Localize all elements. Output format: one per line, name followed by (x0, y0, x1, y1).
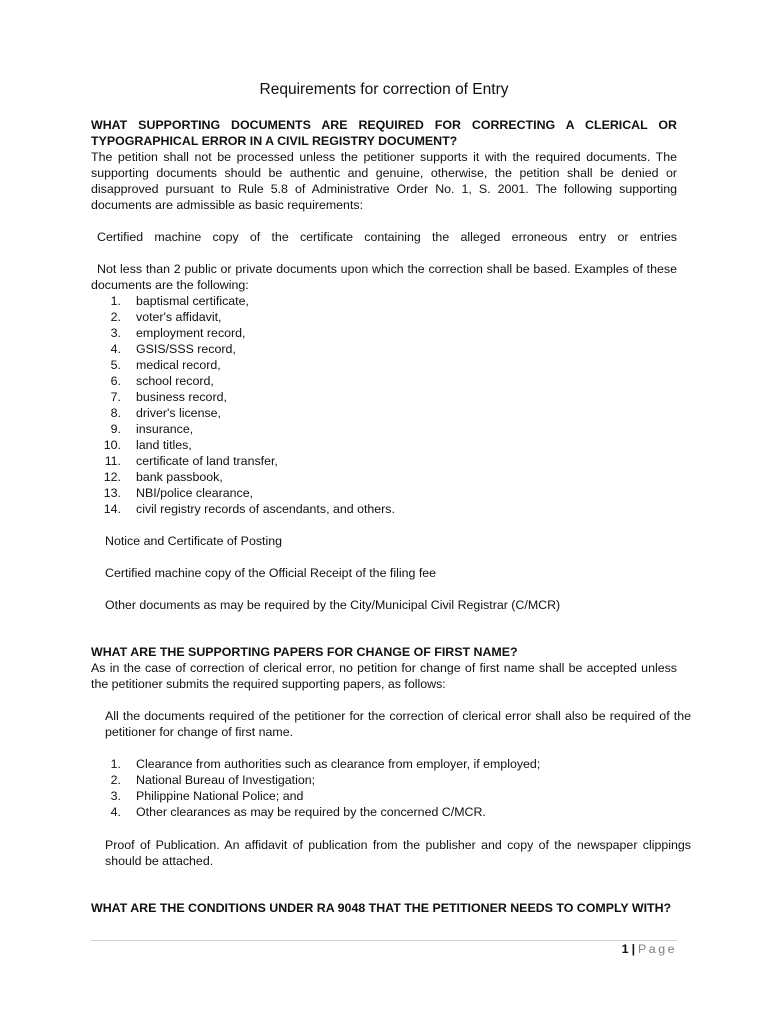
section1-requirement-receipt: Certified machine copy of the Official Receipt of the filing fee (105, 566, 437, 580)
example-document-item-text: land titles, (136, 438, 192, 452)
example-document-item-number: 7. (110, 390, 121, 404)
example-document-item-text: certificate of land transfer, (136, 454, 278, 468)
section3-heading-text: WHAT ARE THE CONDITIONS UNDER RA 9048 THAT THE PETITIONER NEEDS TO COMPLY WITH? (91, 901, 672, 915)
section1-requirement-certified-copy: Certified machine copy of the certificate containing the alleged erroneous entry or entries (97, 230, 677, 244)
document-title: Requirements for correction of Entry (259, 81, 509, 98)
section2-intro: As in the case of correction of clerical error, no petition for change of first name shall be accepted unless the petitioner submits the required supporting papers, as follows: (91, 661, 677, 691)
clearance-item-number: 1. (110, 757, 121, 771)
example-document-item (91, 485, 677, 501)
example-document-item (91, 325, 677, 341)
example-document-item-number: 9. (110, 422, 121, 436)
example-document-item (91, 357, 677, 373)
example-document-item-number: 12. (103, 470, 121, 484)
clearances-list (91, 756, 677, 820)
example-document-item-text: civil registry records of ascendants, and others. (136, 502, 395, 516)
example-document-item-text: medical record, (136, 358, 221, 372)
example-document-item (91, 501, 677, 517)
example-document-item (91, 309, 677, 325)
section1-requirement-notice: Notice and Certificate of Posting (105, 534, 283, 548)
example-document-item-number: 1. (110, 294, 121, 308)
example-document-item-text: baptismal certificate, (136, 294, 249, 308)
clearance-item (91, 756, 677, 772)
example-document-item-text: insurance, (136, 422, 194, 436)
section1-requirement-public-documents: Not less than 2 public or private documents upon which the correction shall be based. Examples of these documents are the following: (91, 262, 677, 292)
clearance-item (91, 788, 677, 804)
example-document-item-text: GSIS/SSS record, (136, 342, 236, 356)
section1-heading: WHAT SUPPORTING DOCUMENTS ARE REQUIRED FOR CORRECTING A CLERICAL OR TYPOGRAPHICAL ERROR IN A CIVIL REGISTRY DOCUMENT? (91, 118, 677, 148)
example-document-item-text: driver's license, (136, 406, 221, 420)
example-document-item-number: 6. (110, 374, 121, 388)
section1-intro: The petition shall not be processed unless the petitioner supports it with the required documents. The supporting documents should be authentic and genuine, otherwise, the petition shall be denied or disapproved pursuant to Rule 5.8 of Administrative Order No. 1, S. 2001. The following supporting documents are admissible as basic requirements: (91, 150, 677, 212)
example-document-item (91, 389, 677, 405)
footer-separator: | (631, 942, 636, 956)
page-label: Page (638, 942, 677, 956)
clearance-item-number: 2. (110, 773, 121, 787)
clearance-item-text: Clearance from authorities such as clearance from employer, if employed; (136, 757, 541, 771)
clearance-item (91, 772, 677, 788)
clearance-item-number: 3. (110, 789, 121, 803)
clearance-item-text: National Bureau of Investigation; (136, 773, 316, 787)
example-document-item-number: 4. (110, 342, 121, 356)
example-document-item (91, 373, 677, 389)
clearance-item-text: Philippine National Police; and (136, 789, 304, 803)
example-document-item-text: school record, (136, 374, 214, 388)
example-document-item-text: employment record, (136, 326, 246, 340)
example-document-item (91, 405, 677, 421)
example-document-item-number: 8. (110, 406, 121, 420)
example-document-item (91, 293, 677, 309)
example-document-item (91, 469, 677, 485)
footer-divider (91, 940, 677, 941)
example-document-item-text: NBI/police clearance, (136, 486, 254, 500)
section2-requirement-documents: All the documents required of the petitioner for the correction of clerical error shall also be required of the petitioner for change of first name. (105, 709, 691, 739)
example-document-item (91, 421, 677, 437)
example-document-item-number: 14. (103, 502, 121, 516)
example-document-item (91, 341, 677, 357)
example-document-item-number: 5. (110, 358, 121, 372)
section2-requirement-publication: Proof of Publication. An affidavit of publication from the publisher and copy of the newspaper clippings should be attached. (105, 838, 691, 868)
examples-list (91, 293, 677, 517)
clearance-item (91, 804, 677, 820)
example-document-item-text: bank passbook, (136, 470, 223, 484)
example-document-item-number: 13. (103, 486, 121, 500)
example-document-item-text: business record, (136, 390, 227, 404)
clearance-item-text: Other clearances as may be required by the concerned C/MCR. (136, 805, 486, 819)
example-document-item (91, 437, 677, 453)
example-document-item-number: 2. (110, 310, 121, 324)
example-document-item-number: 3. (110, 326, 121, 340)
section2-heading: WHAT ARE THE SUPPORTING PAPERS FOR CHANGE OF FIRST NAME? (91, 645, 518, 659)
page-footer (622, 941, 677, 957)
clearance-item-number: 4. (110, 805, 121, 819)
example-document-item-number: 11. (104, 454, 121, 468)
example-document-item-number: 10. (103, 438, 121, 452)
section3-heading (91, 900, 677, 916)
example-document-item-text: voter's affidavit, (136, 310, 222, 324)
example-document-item (91, 453, 677, 469)
section1-requirement-other: Other documents as may be required by the City/Municipal Civil Registrar (C/MCR) (105, 598, 561, 612)
page-number: 1 (621, 942, 629, 956)
